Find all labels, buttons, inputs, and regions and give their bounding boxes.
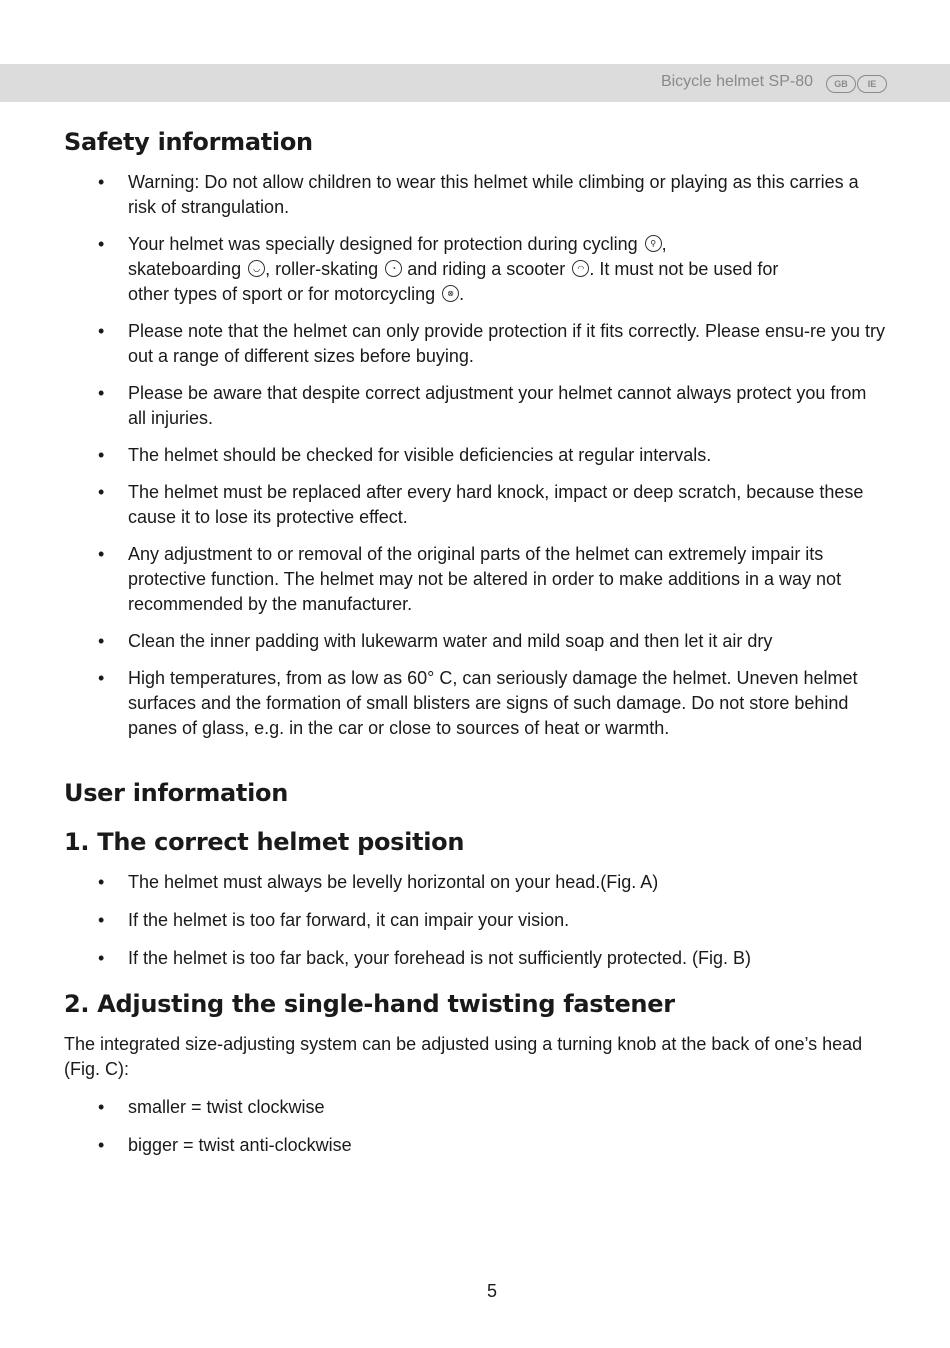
no-motorcycling-icon: ⊗ bbox=[442, 285, 459, 302]
list-item: • Warning: Do not allow children to wear this helmet while climbing or playing as this carries a risk of strangulation. bbox=[98, 172, 859, 217]
cycling-icon: ⚲ bbox=[645, 235, 662, 252]
country-badge-gb: GB bbox=[826, 75, 856, 93]
header-band bbox=[0, 64, 950, 102]
list-item: • If the helmet is too far forward, it can impair your vision. bbox=[98, 910, 570, 930]
list-item: • bigger = twist anti-clockwise bbox=[98, 1135, 352, 1155]
list-item: • The helmet must always be levelly horizontal on your head.(Fig. A) bbox=[98, 872, 659, 892]
fastener-heading: 2. Adjusting the single-hand twisting fastener bbox=[64, 990, 675, 1018]
fastener-intro: The integrated size-adjusting system can be adjusted using a turning knob at the back of one’s head (Fig. C): bbox=[64, 1034, 863, 1079]
fastener-list bbox=[64, 1095, 886, 1158]
list-item: • Please be aware that despite correct adjustment your helmet cannot always protect you from all injuries. bbox=[98, 383, 867, 428]
document-title: Bicycle helmet SP-80 bbox=[660, 73, 813, 90]
roller-skating-icon: ◔ bbox=[385, 260, 402, 277]
list-item: • Clean the inner padding with lukewarm water and mild soap and then let it air dry bbox=[98, 631, 773, 651]
list-item: • High temperatures, from as low as 60° C, can seriously damage the helmet. Uneven helmet surfaces and the formation of small blisters are signs of such damage. Do not store behind panes of glass, e.g. in the car or close to sources of heat or warmth. bbox=[98, 668, 858, 738]
user-information-heading: User information bbox=[64, 779, 288, 807]
page-number: 5 bbox=[487, 1281, 498, 1301]
list-item: • The helmet must be replaced after every hard knock, impact or deep scratch, because these cause it to lose its protective effect. bbox=[98, 482, 864, 527]
list-item: • Any adjustment to or removal of the original parts of the helmet can extremely impair its protective function. The helmet may not be altered in order to make additions in a way not recommended by the manufacturer. bbox=[98, 544, 842, 614]
list-item: • The helmet should be checked for visible deficiencies at regular intervals. bbox=[98, 445, 712, 465]
scooter-icon: ◠ bbox=[572, 260, 589, 277]
safety-list bbox=[64, 170, 886, 741]
safety-heading: Safety information bbox=[64, 128, 313, 156]
list-item: • If the helmet is too far back, your forehead is not sufficiently protected. (Fig. B) bbox=[98, 948, 751, 968]
list-item: • smaller = twist clockwise bbox=[98, 1097, 325, 1117]
helmet-position-heading: 1. The correct helmet position bbox=[64, 828, 465, 856]
list-item-sport: • Your helmet was specially designed for protection during cycling ⚲ , skateboarding ◡ , roller-skating ◔ and riding a scooter ◠ . It must not be used for other types of sport or for motorcycling ⊗ . bbox=[98, 234, 779, 304]
country-badge-ie: IE bbox=[857, 75, 887, 93]
list-item: • Please note that the helmet can only provide protection if it fits correctly. Please ensu-re you try out a range of different sizes before buying. bbox=[98, 321, 886, 366]
helmet-position-list bbox=[64, 870, 886, 971]
skateboarding-icon: ◡ bbox=[248, 260, 265, 277]
